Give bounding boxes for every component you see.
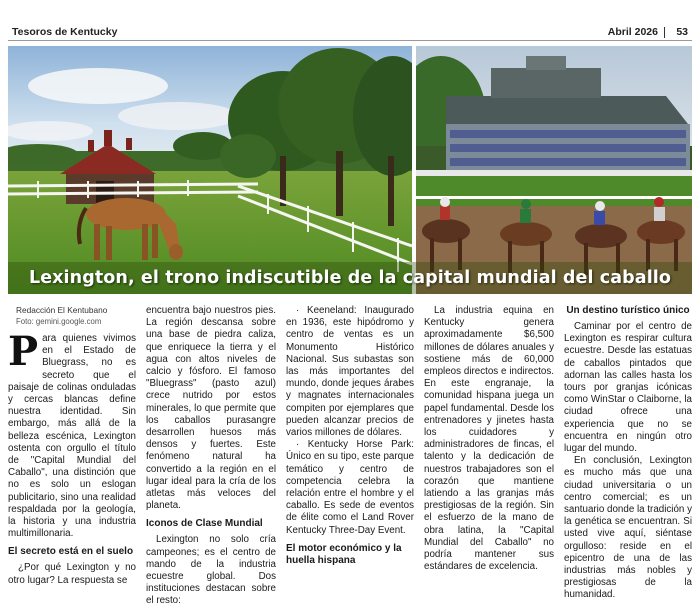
- paragraph: encuentra bajo nuestros pies. La región descansa sobre una base de piedra caliza, que enriquece la tierra y el agua con altos niveles de calcio y fósforo. El famoso "Bluegrass" (pasto azul) crece nutrido por estos minerales, lo que permite que los caballos purasangre desarrollen huesos más densos y fuertes. Este fenómeno natural ha convertido a la región en el lugar ideal para la cría de los atletas más veloces del planeta.: [146, 305, 276, 512]
- issue-date: Abril 2026: [607, 26, 658, 38]
- paragraph-keeneland: · Keeneland: Inaugurado en 1936, este hipódromo y centro de ventas es un Monumento Histórico Nacional. Sus subastas son las más importantes del mundo, donde jeques árabes y magnates internacionales compiten por ejemplares que pueden alcanzar precios de varios millones de dólares.: [286, 305, 414, 439]
- section-heading-economia: El motor económico y la huella hispana: [286, 542, 402, 566]
- page-header: [0, 0, 700, 40]
- publication-name: Tesoros de Kentucky: [12, 26, 118, 38]
- section-heading-iconos: Iconos de Clase Mundial: [146, 518, 263, 530]
- header-rule: [8, 40, 692, 41]
- paragraph-industria: La industria equina en Kentucky genera aproximadamente $6,500 millones de dólares anuales y sostiene más de 60,000 empleos directos e indirectos. En este engranaje, la comunidad hispana juega un papel fundamental. Desde los entrenadores y jinetes hasta los cuidadores y administradores de fincas, el talento y la dedicación de nuestros trabajadores son el corazón que mantiene latiendo a las granjas más prestigiosas de la región. Sin el esfuerzo de la mano de obra latina, la "Capital Mundial del Caballo" no podría mantener sus estándares de excelencia.: [424, 305, 554, 573]
- photo-credit: Foto: gemini.google.com: [16, 317, 102, 326]
- paragraph-horse-park: · Kentucky Horse Park: Único en su tipo, este parque temático y centro de competencia celebra la relación entre el hombre y el caballo. Es sede de eventos de élite como el Land Rover Kentucky Three-Day Event.: [286, 439, 414, 536]
- intro-text: ara quienes vivimos en el Estado de Bluegrass, no es secreto que el paisaje de colinas onduladas y cercas blancas define nuestra identidad. Sin embargo, más allá de la belleza escénica, Lexington ostenta con orgullo el título de "Capital Mundial del Caballo", una distinción que no es solo un eslogan publicitario, sino una realidad respaldada por la geología, la historia y una industria multimillonaria.: [8, 333, 136, 540]
- article-column-4: [424, 305, 554, 573]
- article-column-2: [146, 305, 276, 608]
- article-column-1: [8, 305, 136, 587]
- author-byline: Redacción El Kentubano: [16, 305, 108, 315]
- intro-paragraph: [8, 328, 136, 540]
- article-column-3: [286, 305, 414, 571]
- drop-cap: P: [8, 328, 39, 375]
- horse-race-photo: [416, 46, 692, 294]
- paragraph: ¿Por qué Lexington y no otro lugar? La respuesta se: [8, 562, 136, 586]
- section-heading-turismo: Un destino turístico único: [566, 305, 690, 316]
- horse-farm-photo: [8, 46, 412, 294]
- article-column-5: [564, 305, 692, 602]
- paragraph-turismo: Caminar por el centro de Lexington es respirar cultura ecuestre. Desde las estatuas de caballos pintados que adornan las calles hasta los tours por granjas icónicas como WinStar o Claiborne, la ciudad ofrece una experiencia que no se encuentra en ningún otro lugar del mundo.: [564, 321, 692, 455]
- page-number: 53: [676, 26, 688, 38]
- paragraph: Lexington no solo cría campeones; es el centro de mando de la industria ecuestre global. Dos instituciones destacan sobre el resto:: [146, 534, 276, 607]
- header-divider: [664, 27, 665, 38]
- article-headline: Lexington, el trono indiscutible de la capital mundial del caballo: [28, 268, 672, 288]
- section-heading-suelo: El secreto está en el suelo: [8, 546, 134, 558]
- paragraph-conclusion: En conclusión, Lexington es mucho más que una ciudad universitaria o un centro comercial; es un santuario donde la tradición y la genética se encuentran. Si usted vive aquí, siéntase orgulloso: reside en el epicentro de una de las industrias más nobles y prestigiosas de la humanidad.: [564, 455, 692, 601]
